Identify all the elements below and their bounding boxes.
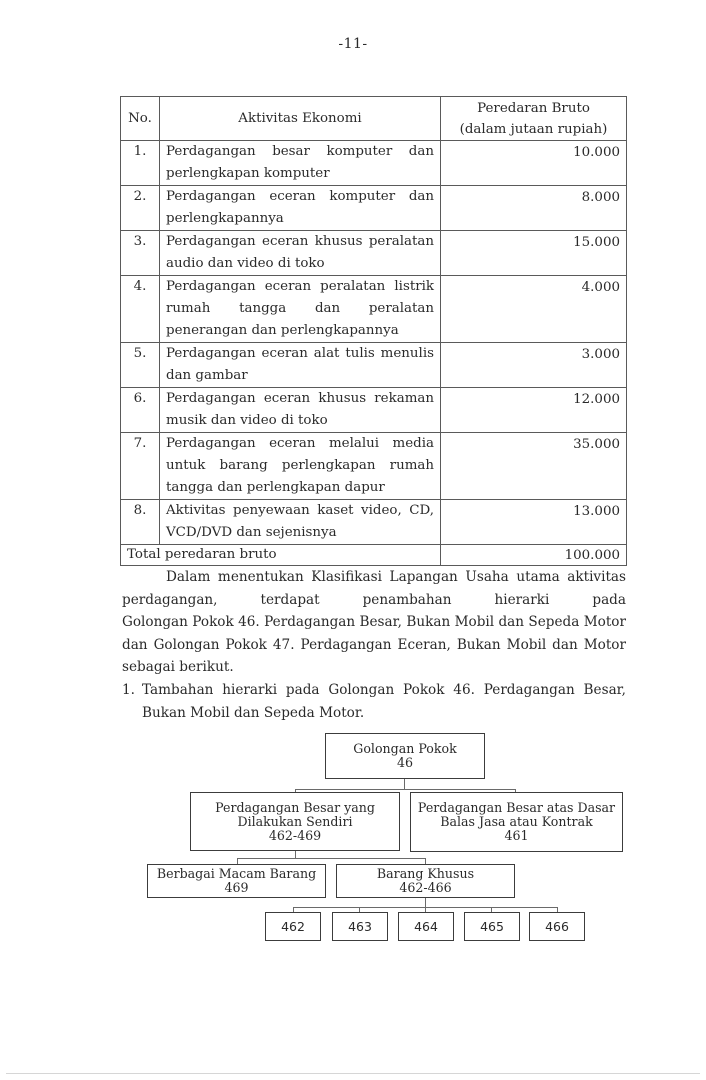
- node-title: Perdagangan Besar atas Dasar: [417, 800, 616, 815]
- list-item-line: Tambahan hierarki pada Golongan Pokok 46. Perdagangan Besar,: [142, 682, 626, 698]
- paragraph-line: perdagangan, terdapat penambahan hierarki pada: [122, 591, 626, 608]
- connector-line: [425, 898, 426, 907]
- activity-line: Perdagangan eceran peralatan listrik: [166, 279, 434, 294]
- row-value: 12.000: [441, 388, 627, 433]
- activity-line: musik dan video di toko: [166, 413, 328, 428]
- activity-line: Perdagangan besar komputer dan: [166, 144, 434, 159]
- node-code: 465: [480, 918, 504, 934]
- row-value: 4.000: [441, 276, 627, 343]
- row-value: 8.000: [441, 186, 627, 231]
- node-code: 462-466: [399, 880, 452, 895]
- node-title: Berbagai Macam Barang: [156, 866, 317, 881]
- row-number: 4.: [121, 276, 160, 343]
- node-code: 461: [504, 828, 529, 843]
- row-activity: [160, 343, 441, 388]
- header-activity: Aktivitas Ekonomi: [160, 97, 441, 141]
- gross-revenue-table: [120, 96, 627, 566]
- activity-line: rumah tangga dan peralatan: [166, 301, 434, 316]
- body-paragraph: [122, 566, 626, 679]
- node-462: [265, 912, 321, 941]
- node-balas-jasa-kontrak: [410, 792, 623, 852]
- node-title: Golongan Pokok: [353, 741, 457, 756]
- activity-line: Aktivitas penyewaan kaset video, CD,: [166, 503, 434, 518]
- activity-line: untuk barang perlengkapan rumah: [166, 458, 434, 473]
- node-title: Dilakukan Sendiri: [237, 813, 353, 829]
- activity-line: audio dan video di toko: [166, 256, 325, 271]
- row-number: 3.: [121, 231, 160, 276]
- header-no: No.: [121, 97, 160, 141]
- row-number: 7.: [121, 433, 160, 500]
- row-number: 5.: [121, 343, 160, 388]
- node-code: 462-469: [268, 827, 322, 843]
- paragraph-line: Golongan Pokok 46. Perdagangan Besar, Bukan Mobil dan Sepeda Motor: [122, 614, 626, 630]
- node-code: 464: [414, 918, 438, 934]
- activity-line: Perdagangan eceran khusus rekaman: [166, 391, 434, 406]
- list-item-line: Bukan Mobil dan Sepeda Motor.: [142, 704, 365, 721]
- activity-line: dan gambar: [166, 368, 248, 383]
- table-total-row: [121, 545, 627, 566]
- activity-line: VCD/DVD dan sejenisnya: [166, 525, 337, 540]
- connector-line: [237, 858, 426, 859]
- connector-line: [404, 779, 405, 789]
- connector-line: [295, 851, 296, 858]
- page-number: -11-: [338, 36, 368, 52]
- node-code: 466: [545, 918, 569, 934]
- activity-line: perlengkapannya: [166, 211, 284, 226]
- row-activity: [160, 276, 441, 343]
- list-item-text: [142, 679, 626, 724]
- row-activity: [160, 231, 441, 276]
- node-dilakukan-sendiri: [190, 792, 400, 851]
- node-463: [332, 912, 388, 941]
- paragraph-line: dan Golongan Pokok 47. Perdagangan Eceran, Bukan Mobil dan Motor: [122, 636, 626, 653]
- page-bottom-rule: [6, 1073, 700, 1074]
- table-row: [121, 500, 627, 545]
- total-label: Total peredaran bruto: [121, 545, 441, 566]
- node-title: Barang Khusus: [376, 866, 475, 881]
- row-activity: [160, 141, 441, 186]
- node-golongan-pokok-46: [325, 733, 485, 779]
- activity-line: Perdagangan eceran khusus peralatan: [166, 234, 434, 249]
- row-value: 3.000: [441, 343, 627, 388]
- table-header-row: [121, 97, 627, 141]
- paragraph-line: sebagai berikut.: [122, 659, 234, 675]
- activity-line: penerangan dan perlengkapannya: [166, 323, 399, 338]
- header-gross-revenue: [441, 97, 627, 141]
- node-465: [464, 912, 520, 941]
- row-activity: [160, 186, 441, 231]
- activity-line: perlengkapan komputer: [166, 166, 330, 181]
- row-value: 15.000: [441, 231, 627, 276]
- node-title: Perdagangan Besar yang: [215, 799, 375, 815]
- row-activity: [160, 433, 441, 500]
- activity-line: tangga dan perlengkapan dapur: [166, 480, 385, 495]
- row-activity: [160, 500, 441, 545]
- node-466: [529, 912, 585, 941]
- row-value: 13.000: [441, 500, 627, 545]
- row-number: 8.: [121, 500, 160, 545]
- list-item-number: 1.: [122, 682, 135, 698]
- table-row: [121, 186, 627, 231]
- table-row: [121, 388, 627, 433]
- node-berbagai-macam-barang: [147, 864, 326, 898]
- table-row: [121, 433, 627, 500]
- numbered-list-item: [122, 679, 626, 724]
- header-value-line2: (dalam jutaan rupiah): [459, 122, 608, 137]
- node-title: Balas Jasa atau Kontrak: [440, 814, 593, 829]
- activity-line: Perdagangan eceran komputer dan: [166, 189, 434, 204]
- header-value-line1: Peredaran Bruto: [477, 101, 590, 116]
- row-number: 2.: [121, 186, 160, 231]
- row-number: 1.: [121, 141, 160, 186]
- activity-line: Perdagangan eceran melalui media: [166, 436, 434, 451]
- row-number: 6.: [121, 388, 160, 433]
- node-464: [398, 912, 454, 941]
- node-code: 462: [281, 918, 305, 934]
- row-value: 10.000: [441, 141, 627, 186]
- activity-line: Perdagangan eceran alat tulis menulis: [166, 346, 434, 361]
- node-code: 46: [396, 755, 414, 770]
- table-row: [121, 343, 627, 388]
- paragraph-line: Dalam menentukan Klasifikasi Lapangan Usaha utama aktivitas: [166, 569, 626, 585]
- total-value: 100.000: [441, 545, 627, 566]
- connector-line: [295, 789, 516, 790]
- table-row: [121, 231, 627, 276]
- table-row: [121, 276, 627, 343]
- node-barang-khusus: [336, 864, 515, 898]
- node-code: 463: [348, 918, 372, 934]
- table-row: [121, 141, 627, 186]
- row-value: 35.000: [441, 433, 627, 500]
- row-activity: [160, 388, 441, 433]
- node-code: 469: [224, 880, 249, 895]
